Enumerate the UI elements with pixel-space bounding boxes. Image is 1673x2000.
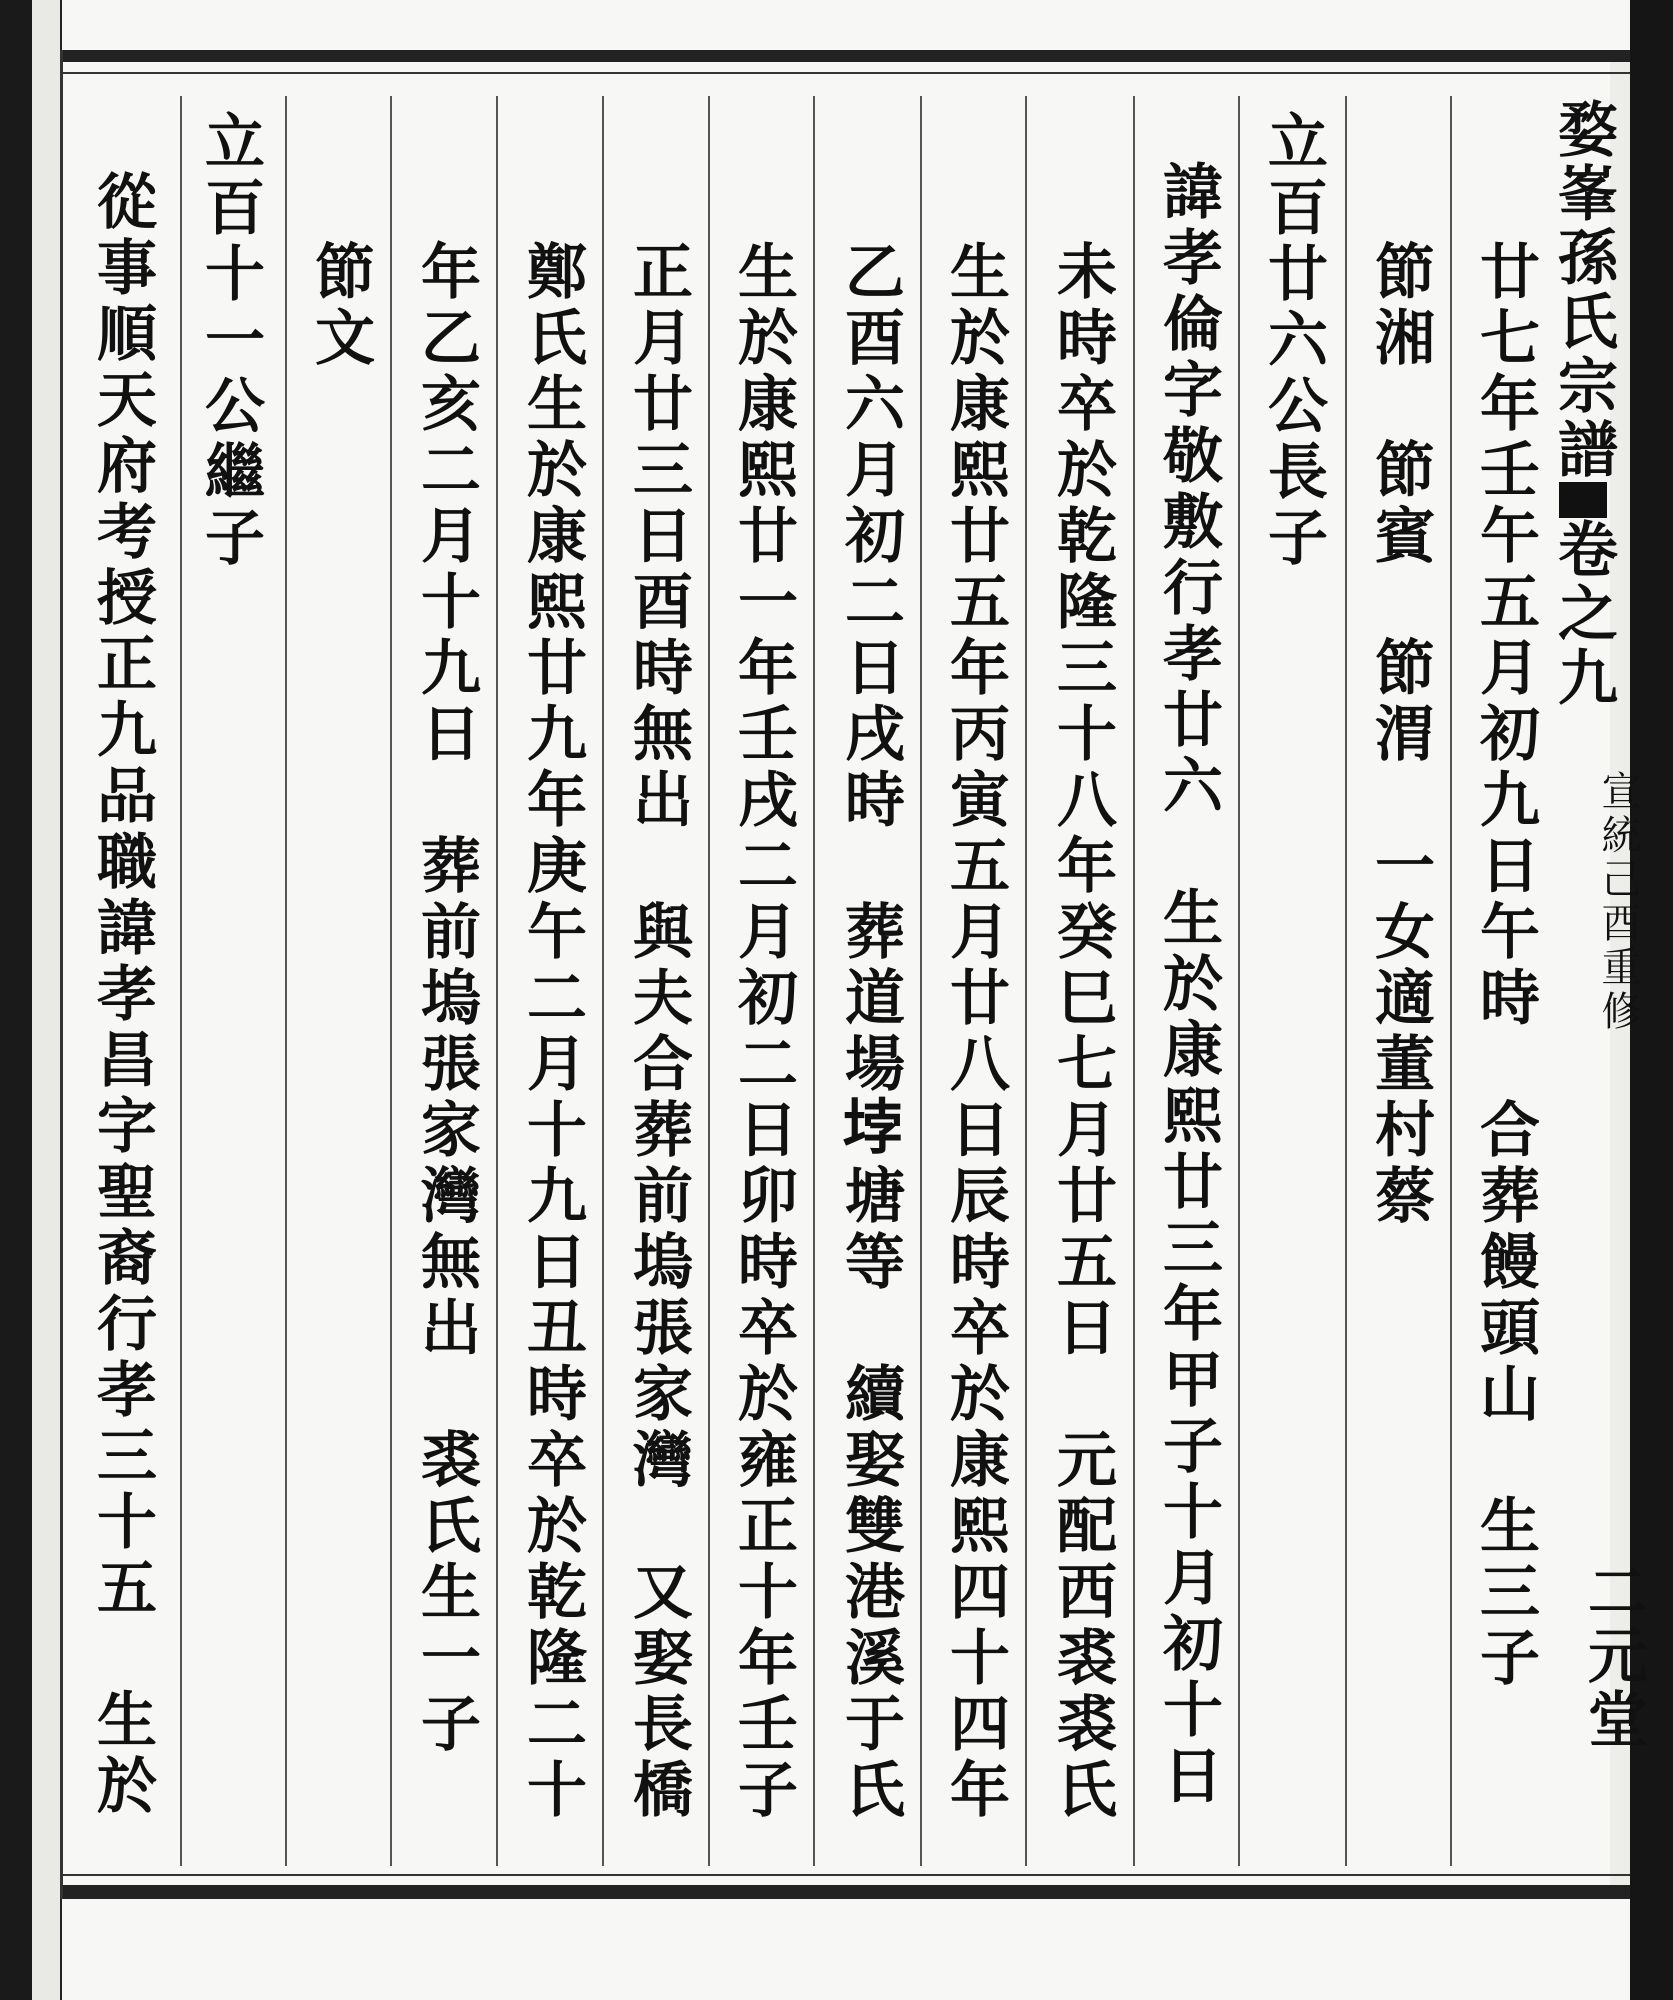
text-column-5: 未時卒於乾隆三十八年癸巳七月廿五日 元配西裘裘氏: [1047, 240, 1117, 1824]
column-rule: [813, 96, 815, 1866]
column-rule: [920, 96, 922, 1866]
text-column-13: 立百十一公繼子: [195, 110, 265, 572]
column-rule: [1238, 96, 1240, 1866]
text-column-9: 正月廿三日酉時無出 與夫合葬前塢張家灣 又娶長橋: [623, 240, 693, 1824]
volume-label: 卷之九: [1548, 518, 1618, 710]
frame-top-inner-rule: [60, 72, 1630, 74]
column-rule: [1133, 96, 1135, 1866]
text-column-7: 乙酉六月初二日戌時 葬道場𡋯塘等 續娶雙港溪于氏: [835, 240, 905, 1824]
text-column-12: 節文: [305, 240, 375, 372]
text-column-10: 鄭氏生於康熙廿九年庚午二月十九日丑時卒於乾隆二十: [517, 240, 587, 1824]
text-column-3: 立百廿六公長子: [1258, 110, 1328, 572]
frame-bottom-border: [60, 1885, 1630, 1899]
column-rule: [390, 96, 392, 1866]
frame-left-border: [60, 50, 63, 1899]
text-column-4: 諱孝倫字敬敷行孝廿六 生於康熙廿三年甲子十月初十日: [1153, 160, 1223, 1810]
book-title: [1540, 98, 1626, 710]
text-column-1: 廿七年壬午五月初九日午時 合葬饅頭山 生三子: [1470, 240, 1540, 1692]
text-column-11: 年乙亥二月十九日 葬前塢張家灣無出 裘氏生一子: [411, 240, 481, 1758]
column-rule: [180, 96, 182, 1866]
column-rule: [285, 96, 287, 1866]
book-title-text: 婺峯孫氏宗譜: [1548, 98, 1618, 482]
column-rule: [1345, 96, 1347, 1866]
page-gutter: [32, 0, 62, 2000]
frame-top-border: [60, 50, 1630, 62]
text-column-2: 節湘 節賓 節渭 一女適董村蔡: [1365, 240, 1435, 1230]
column-rule: [708, 96, 710, 1866]
text-column-6: 生於康熙廿五年丙寅五月廿八日辰時卒於康熙四十四年: [940, 240, 1010, 1824]
press-name: 二元堂: [1578, 1560, 1648, 1752]
column-rule: [1450, 96, 1452, 1866]
book-spine-shadow: [0, 0, 32, 2000]
text-column-14: 從事順天府考授正九品職諱孝昌字聖裔行孝三十五 生於: [87, 170, 157, 1820]
column-rule: [602, 96, 604, 1866]
text-column-8: 生於康熙廿一年壬戌二月初二日卯時卒於雍正十年壬子: [728, 240, 798, 1824]
column-rule: [1025, 96, 1027, 1866]
edition-note: 宣統己酉重修: [1595, 770, 1641, 1034]
frame-bottom-inner-rule: [60, 1874, 1630, 1876]
fishtail-marker: [1559, 482, 1607, 518]
column-rule: [496, 96, 498, 1866]
